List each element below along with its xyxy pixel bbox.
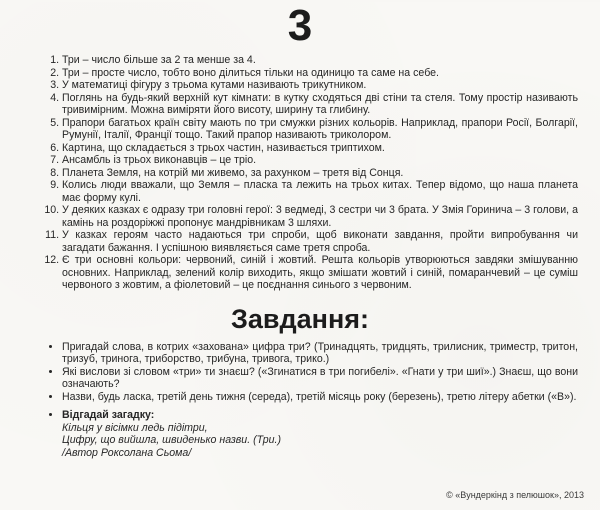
fact-item-8: 8. Планета Земля, на котрій ми живемо, за рахунком – третя від Сонця. (62, 167, 578, 180)
fact-item-3: 3. У математиці фігуру з трьома кутами називають трикутником. (62, 79, 578, 92)
fact-item-6: 6. Картина, що складається з трьох частин, називається триптихом. (62, 142, 578, 155)
facts-list (0, 54, 578, 292)
fact-item-10: 10. У деяких казках є одразу три головні герої: 3 ведмеді, 3 сестри чи 3 брата. У Змія Горинича – 3 голови, а камінь на роздоріжжі пропонує мандрівникам 3 шляхи. (62, 204, 578, 229)
riddle-line-2: Цифру, що вийшла, швиденько назви. (Три.) (62, 434, 281, 446)
fact-item-5: 5. Прапори багатьох країн світу мають по три смужки різних кольорів. Наприклад, прапори Росії, Болгарії, Румунії, Італії, Франції тощо. Такий прапор називають триколором. (62, 117, 578, 142)
task-item-3: • Назви, будь ласка, третій день тижня (середа), третій місяць року (березень), третю літеру абетки («В»). (62, 391, 578, 404)
copyright-notice: © «Вундеркінд з пелюшок», 2013 (446, 490, 584, 500)
fact-item-7: 7. Ансамбль із трьох виконавців – це тріо. (62, 154, 578, 167)
document-page (0, 2, 600, 510)
fact-item-4: 4. Поглянь на будь-який верхній кут кімнати: в кутку сходяться дві стіни та стеля. Тому простір називають тривимірним. Можна виміряти його висоту, ширину та глибину. (62, 92, 578, 117)
fact-item-9: 9. Колись люди вважали, що Земля – пласка та лежить на трьох китах. Тепер відомо, що наша планета має форму кулі. (62, 179, 578, 204)
fact-item-11: 11. У казках героям часто надаються три спроби, щоб виконати завдання, пройти випробування чи загадати бажання. І успішною виявляється саме третя спроба. (62, 229, 578, 254)
riddle-item (62, 409, 578, 459)
fact-item-12: 12. Є три основні кольори: червоний, синій і жовтий. Решта кольорів утворюються завдяки змішуванню основних. Наприклад, зелений колір виходить, якщо змішати жовтий і синій, помаранчевий – це суміш червоного з жовтим, а фіолетовий – це поєднання синього з червоним. (62, 254, 578, 292)
riddle-label: • Відгадай загадку: (62, 409, 155, 421)
riddle-line-3: /Автор Роксолана Сьома/ (62, 446, 192, 459)
tasks-heading: Завдання: (230, 303, 370, 334)
riddle-line-1: Кільця у вісімки ледь підітри, (62, 421, 208, 434)
task-item-1: • Пригадай слова, в котрих «захована» цифра три? (Тринадцять, тридцять, трилисник, триместр, тритон, тризуб, тринога, триборство, трибуна, тривога, трико.) (62, 341, 578, 366)
fact-item-2: 2. Три – просте число, тобто воно ділиться тільки на одиницю та саме на себе. (62, 67, 578, 80)
task-item-2: • Які вислови зі словом «три» ти знаєш? («Згинатися в три погибелі». «Гнати у три шиї».) Знаєш, що вони означають? (62, 366, 578, 391)
riddle-section (0, 409, 578, 459)
page-title-number: 3 (287, 1, 313, 50)
fact-item-1: 1. Три – число більше за 2 та менше за 4. (62, 54, 578, 67)
tasks-list (0, 341, 578, 404)
